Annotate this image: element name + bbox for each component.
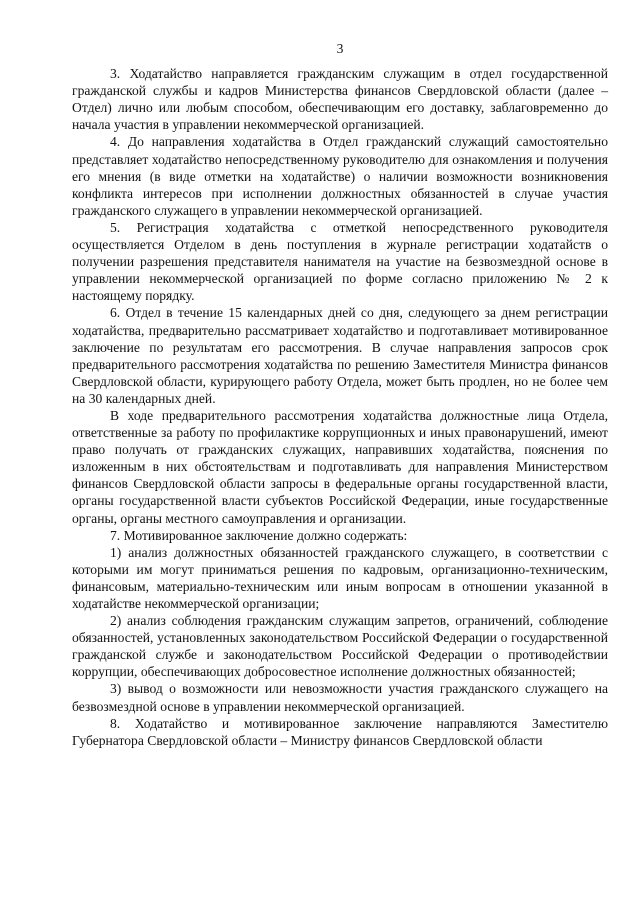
list-item-1: 1) анализ должностных обязанностей гражданского служащего, в соответствии с которыми им могут приниматься решения по кадровым, организационно-техническим, финансовым, материально-техническим или иным вопросам в отношении указанной в ходатайстве некоммерческой организации; [72, 544, 608, 611]
page-number: 3 [336, 41, 344, 56]
paragraph-4: 4. До направления ходатайства в Отдел гражданский служащий самостоятельно представляет ходатайство непосредственному руководителю для ознакомления и получения его мнения (в виде отметки на ходатайстве) о наличии возможности возникновения конфликта интересов при исполнении должностных обязанностей в случае участия гражданского служащего в управлении некоммерческой организацией. [72, 134, 608, 218]
paragraph-3: 3. Ходатайство направляется гражданским служащим в отдел государственной гражданской службы и кадров Министерства финансов Свердловской области (далее – Отдел) лично или любым способом, обеспечивающим его доставку, заблаговременно до начала участия в управлении некоммерческой организацией. [72, 66, 608, 133]
paragraph-7: 7. Мотивированное заключение должно содержать: [110, 527, 408, 543]
list-item-3: 3) вывод о возможности или невозможности участия гражданского служащего на безвозмездной основе в управлении некоммерческой организацией. [72, 681, 608, 714]
paragraph-6-continuation: В ходе предварительного рассмотрения ходатайства должностные лица Отдела, ответственные за работу по профилактике коррупционных и иных правонарушений, имеют право получать от гражданских служащих, направивших ходатайства, пояснения по изложенным в них обстоятельствам и подготавливать для направления Министерством финансов Свердловской области запросы в федеральные органы государственной власти, органы государственной власти субъектов Российской Федерации, иные государственные органы, органы местного самоуправления и организации. [72, 407, 608, 526]
paragraph-6: 6. Отдел в течение 15 календарных дней со дня, следующего за днем регистрации ходатайства, предварительно рассматривает ходатайство и подготавливает мотивированное заключение по результатам его рассмотрения. В случае направления запросов срок предварительного рассмотрения ходатайства по решению Заместителя Министра финансов Свердловской области, курирующего работу Отдела, может быть продлен, но не более чем на 30 календарных дней. [72, 305, 608, 406]
paragraph-8: 8. Ходатайство и мотивированное заключение направляются Заместителю Губернатора Свердловской области – Министру финансов Свердловской области [72, 715, 608, 748]
list-item-2: 2) анализ соблюдения гражданским служащим запретов, ограничений, соблюдение обязанностей, установленных законодательством Российской Федерации о государственной гражданской службе и законодательством Российской Федерации о противодействии коррупции, обеспечивающих добросовестное исполнение должностных обязанностей; [72, 613, 608, 680]
document-page [72, 40, 608, 749]
paragraph-5: 5. Регистрация ходатайства с отметкой непосредственного руководителя осуществляется Отделом в день поступления в журнале регистрации ходатайств о получении разрешения представителя нанимателя на участие на безвозмездной основе в управлении некоммерческой организацией по форме согласно приложению № 2 к настоящему порядку. [72, 219, 608, 304]
